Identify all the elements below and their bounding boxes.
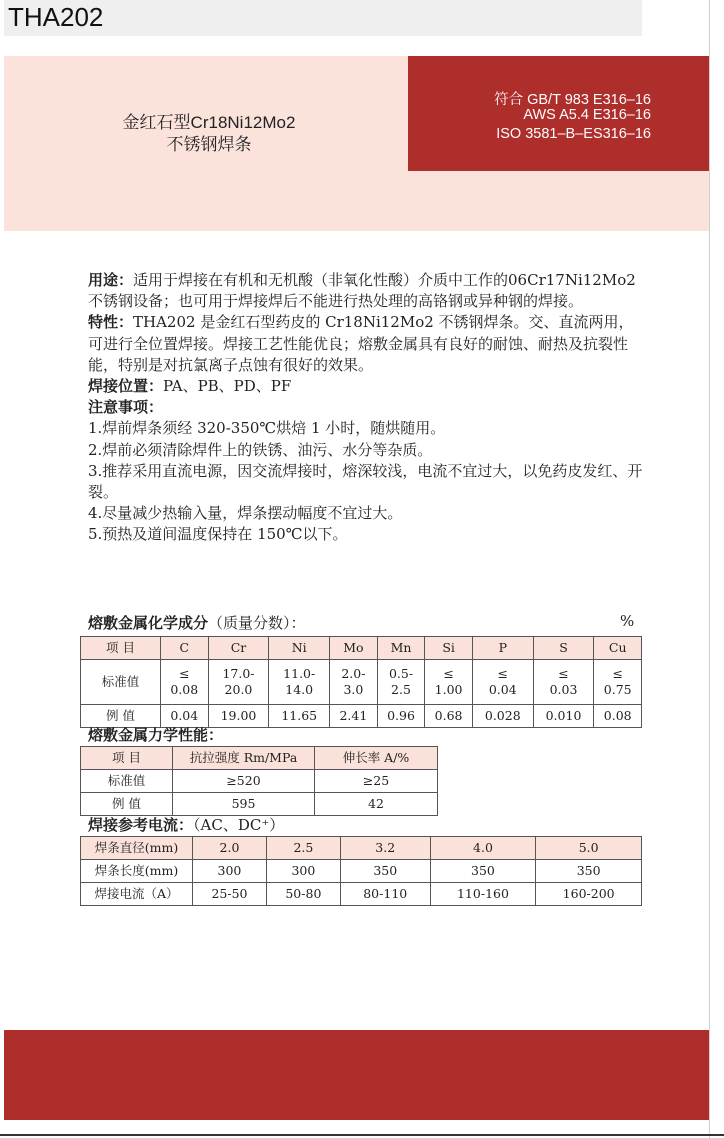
description — [88, 270, 648, 546]
std-bot: 14.0 — [285, 682, 314, 697]
chem-heading — [88, 612, 306, 633]
mech-title: 熔敷金属力学性能： — [88, 727, 224, 744]
std-bot: 0.75 — [603, 682, 632, 697]
chem-h1: C — [161, 637, 209, 660]
std-bot: 3.0 — [343, 682, 364, 697]
chem-ex3: 11.65 — [269, 705, 330, 728]
std-bot: 20.0 — [224, 682, 253, 697]
mech-r0c2: ≥25 — [315, 770, 438, 793]
cur-r1c0: 焊条长度(mm) — [81, 860, 193, 883]
chem-ex4: 2.41 — [330, 705, 378, 728]
chem-h7: P — [472, 637, 533, 660]
cur-r1c3: 350 — [340, 860, 430, 883]
cur-r1c5: 350 — [536, 860, 642, 883]
std-top: 0.5- — [388, 666, 414, 681]
chem-std-label: 标准值 — [81, 660, 161, 705]
standard-gb: 符合 GB/T 983 E316–16 — [494, 92, 651, 108]
cur-r2c4: 110-160 — [430, 883, 536, 906]
features-paragraph — [88, 312, 648, 376]
chem-ex7: 0.028 — [472, 705, 533, 728]
cur-r0c5: 5.0 — [536, 837, 642, 860]
chem-ex2: 19.00 — [208, 705, 269, 728]
mech-h2: 伸长率 A/% — [315, 747, 438, 770]
product-name-line1: 金红石型Cr18Ni12Mo2 — [122, 113, 296, 132]
chem-ex0: 例 值 — [81, 705, 161, 728]
chem-std-ni — [269, 660, 330, 705]
usage-label: 用途： — [88, 272, 134, 289]
footer-band — [4, 1030, 709, 1120]
chem-unit: （质量分数）： — [208, 614, 306, 632]
note-4: 4.尽量减少热输入量，焊条摆动幅度不宜过大。 — [88, 504, 403, 523]
chem-h6: Si — [425, 637, 473, 660]
chem-h9: Cu — [594, 637, 642, 660]
std-bot: 1.00 — [434, 682, 463, 697]
chem-std-mo — [330, 660, 378, 705]
std-top: 11.0- — [283, 666, 316, 681]
cur-r0c0: 焊条直径(mm) — [81, 837, 193, 860]
cur-r2c1: 25-50 — [193, 883, 267, 906]
chem-std-p — [472, 660, 533, 705]
cur-r1c2: 300 — [266, 860, 340, 883]
page-edge — [709, 0, 724, 1138]
cur-r2c5: 160-200 — [536, 883, 642, 906]
cur-r0c2: 2.5 — [266, 837, 340, 860]
usage-paragraph — [88, 270, 648, 312]
mech-example-row — [81, 793, 438, 816]
standard-aws: AWS A5.4 E316–16 — [523, 107, 651, 123]
chem-std-si — [425, 660, 473, 705]
note-2: 2.焊前必须清除焊件上的铁锈、油污、水分等杂质。 — [88, 440, 433, 459]
cur-r0c1: 2.0 — [193, 837, 267, 860]
position-label: 焊接位置： — [88, 378, 164, 396]
mech-std-row — [81, 770, 438, 793]
product-name — [64, 112, 354, 156]
mech-r1c0: 例 值 — [81, 793, 173, 816]
chem-std-s — [533, 660, 594, 705]
current-heading — [88, 814, 284, 835]
chem-std-c — [161, 660, 209, 705]
chem-percent: % — [620, 612, 635, 630]
chem-std-mn — [377, 660, 425, 705]
chem-header-row — [81, 637, 642, 660]
note-1: 1.焊前焊条须经 320-350℃烘焙 1 小时，随烘随用。 — [88, 419, 446, 438]
std-bot: 0.04 — [488, 682, 517, 697]
standards-box — [408, 56, 709, 171]
position-paragraph — [88, 376, 648, 397]
chem-std-cr — [208, 660, 269, 705]
usage-text: 适用于焊接在有机和无机酸（非氧化性酸）介质中工作的06Cr17Ni12Mo2 不锈钢设备；也可用于焊接焊后不能进行热处理的高铬钢或异种钢的焊接。 — [88, 271, 636, 311]
current-title: 焊接参考电流： — [88, 817, 194, 834]
note-5: 5.预热及道间温度保持在 150℃以下。 — [88, 525, 348, 544]
std-top: ≤ — [443, 666, 454, 681]
note-3: 3.推荐采用直流电源，因交流焊接时，熔深较浅，电流不宜过大，以免药皮发红、开裂。 — [88, 461, 643, 502]
mech-r0c1: ≥520 — [173, 770, 315, 793]
cur-r0c3: 3.2 — [340, 837, 430, 860]
mech-table — [80, 746, 438, 816]
position-text: PA、PB、PD、PF — [163, 377, 292, 396]
chem-ex1: 0.04 — [161, 705, 209, 728]
cur-r2c2: 50-80 — [266, 883, 340, 906]
chem-std-cu — [594, 660, 642, 705]
std-bot: 2.5 — [391, 682, 411, 697]
mech-h0: 项 目 — [81, 747, 173, 770]
chem-std-row — [81, 660, 642, 705]
cur-r2c0: 焊接电流（A） — [81, 883, 193, 906]
chem-table — [80, 636, 642, 728]
chem-ex5: 0.96 — [377, 705, 425, 728]
std-bot: 0.03 — [549, 682, 578, 697]
features-label: 特性： — [88, 314, 134, 332]
title-bar — [4, 0, 642, 36]
std-top: ≤ — [558, 666, 569, 681]
chem-ex9: 0.08 — [594, 705, 642, 728]
chem-ex6: 0.68 — [425, 705, 473, 728]
current-sub: （AC、DC⁺） — [193, 816, 285, 834]
std-bot: 0.08 — [170, 682, 199, 697]
current-diameter-row — [81, 837, 642, 860]
current-table — [80, 836, 642, 906]
chem-h8: S — [533, 637, 594, 660]
cur-r2c3: 80-110 — [340, 883, 430, 906]
current-length-row — [81, 860, 642, 883]
mech-r0c0: 标准值 — [81, 770, 173, 793]
chem-h0: 项 目 — [81, 637, 161, 660]
std-top: ≤ — [179, 666, 190, 681]
product-name-line2: 不锈钢焊条 — [166, 135, 252, 154]
standard-iso: ISO 3581–B–ES316–16 — [496, 126, 651, 142]
chem-title: 熔敷金属化学成分 — [88, 615, 209, 632]
cur-r1c4: 350 — [430, 860, 536, 883]
chem-h4: Mo — [330, 637, 378, 660]
page-title: THA202 — [8, 2, 104, 32]
std-top: 2.0- — [341, 666, 366, 681]
bottom-rule — [0, 1134, 724, 1136]
current-amp-row — [81, 883, 642, 906]
chem-h5: Mn — [377, 637, 425, 660]
notes-label: 注意事项： — [88, 399, 164, 417]
chem-h2: Cr — [208, 637, 269, 660]
cur-r1c1: 300 — [193, 860, 267, 883]
std-top: 17.0- — [222, 666, 255, 681]
product-banner — [4, 56, 709, 231]
std-top: ≤ — [612, 666, 623, 681]
mech-r1c1: 595 — [173, 793, 315, 816]
chem-ex8: 0.010 — [533, 705, 594, 728]
features-text: THA202 是金红石型药皮的 Cr18Ni12Mo2 不锈钢焊条。交、直流两用，可进行全位置焊接。焊接工艺性能优良；熔敷金属具有良好的耐蚀、耐热及抗裂性能，特别是对抗氯离子点蚀有很好的效果。 — [88, 313, 634, 374]
mech-r1c2: 42 — [315, 793, 438, 816]
cur-r0c4: 4.0 — [430, 837, 536, 860]
mech-h1: 抗拉强度 Rm/MPa — [173, 747, 315, 770]
chem-h3: Ni — [269, 637, 330, 660]
mech-header-row — [81, 747, 438, 770]
std-top: ≤ — [497, 666, 509, 681]
